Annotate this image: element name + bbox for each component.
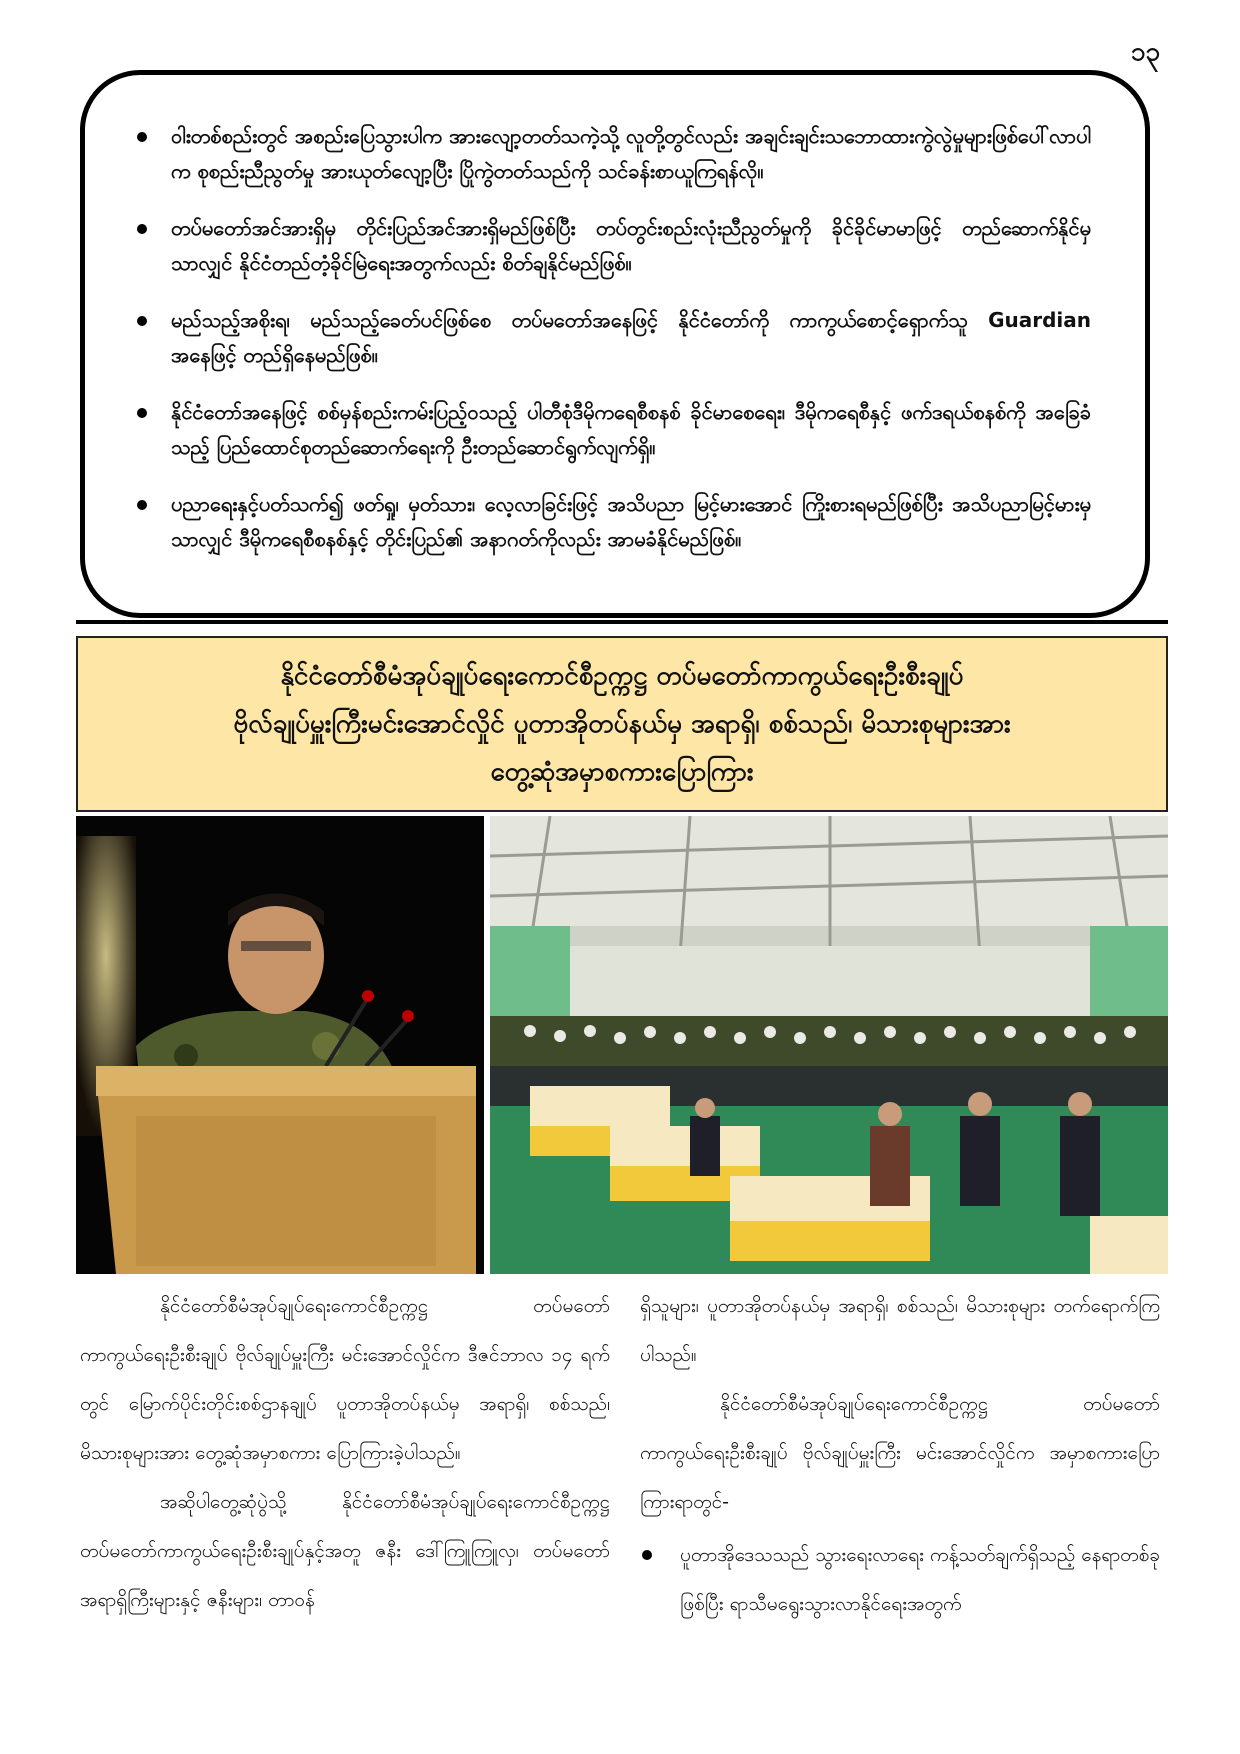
key-point-item [137, 211, 1091, 281]
article-body-right-column [640, 1282, 1160, 1629]
bullet-dot-icon [137, 132, 147, 142]
key-points-box [80, 70, 1150, 618]
key-point-text: ဝါးတစ်စည်းတွင် အစည်းပြေသွားပါက အားလျော့တတ်သကဲ့သို့ လူတို့တွင်လည်း အချင်းချင်းသဘောထားကွဲလွဲမှုများဖြစ်ပေါ်လာပါက စုစည်းညီညွတ်မှု အားယုတ်လျော့ပြီး ပြိုကွဲတတ်သည်ကို သင်ခန်းစာယူကြရန်လို။ [171, 124, 1091, 183]
bullet-dot-icon [137, 408, 147, 418]
article-headline [76, 636, 1168, 812]
body-bullet-text: ပူတာအိုဒေသသည် သွားရေးလာရေး ကန့်သတ်ချက်ရှိသည့် နေရာတစ်ခုဖြစ်ပြီး ရာသီမရွေးသွားလာနိုင်ရေးအတွက် [680, 1544, 1161, 1615]
photo-audience-in-hall [490, 816, 1168, 1274]
bullet-dot-icon [642, 1550, 652, 1560]
photo-speaker-at-podium [76, 816, 484, 1274]
section-divider [76, 620, 1168, 624]
key-point-text: တပ်မတော်အင်အားရှိမှ တိုင်းပြည်အင်အားရှိမည်ဖြစ်ပြီး တပ်တွင်းစည်းလုံးညီညွတ်မှုကို ခိုင်ခိုင်မာမာဖြင့် တည်ဆောက်နိုင်မှသာလျှင် နိုင်ငံတည်တံ့ခိုင်မြဲရေးအတွက်လည်း စိတ်ချနိုင်မည်ဖြစ်။ [171, 216, 1091, 275]
body-paragraph: ရှိသူများ၊ ပူတာအိုတပ်နယ်မှ အရာရှိ၊ စစ်သည်၊ မိသားစုများ တက်ရောက်ကြပါသည်။ [640, 1295, 1160, 1366]
article-body-left-column [80, 1282, 610, 1625]
key-point-item [137, 119, 1091, 189]
key-point-text: မည်သည့်အစိုးရ၊ မည်သည့်ခေတ်ပင်ဖြစ်စေ တပ်မတော်အနေဖြင့် နိုင်ငံတော်ကို ကာကွယ်စောင့်ရှောက်သူ Guardian အနေဖြင့် တည်ရှိနေမည်ဖြစ်။ [171, 308, 1091, 367]
key-point-item [137, 487, 1091, 557]
key-point-item [137, 303, 1091, 373]
body-paragraph: နိုင်ငံတော်စီမံအုပ်ချုပ်ရေးကောင်စီဥက္ကဋ္ဌ တပ်မတော်ကာကွယ်ရေးဦးစီးချုပ် ဗိုလ်ချုပ်မှူးကြီး မင်းအောင်လှိုင်က အမှာစကားပြောကြားရာတွင်- [640, 1393, 1160, 1513]
page-number: ၁၃ [1130, 37, 1160, 67]
headline-line-3: တွေ့ဆုံအမှာစကားပြောကြား [490, 757, 754, 787]
bullet-dot-icon [137, 316, 147, 326]
key-point-text: ပညာရေးနှင့်ပတ်သက်၍ ဖတ်ရှု၊ မှတ်သား၊ လေ့လာခြင်းဖြင့် အသိပညာ မြင့်မားအောင် ကြိုးစားရမည်ဖြစ်ပြီး အသိပညာမြင့်မားမှသာလျှင် ဒီမိုကရေစီစနစ်နှင့် တိုင်းပြည်၏ အနာဂတ်ကိုလည်း အာမခံနိုင်မည်ဖြစ်။ [171, 492, 1091, 551]
key-points-list [137, 119, 1091, 557]
body-paragraph: နိုင်ငံတော်စီမံအုပ်ချုပ်ရေးကောင်စီဥက္ကဋ္ဌ တပ်မတော်ကာကွယ်ရေးဦးစီးချုပ် ဗိုလ်ချုပ်မှူးကြီး မင်းအောင်လှိုင်က ဒီဇင်ဘာလ ၁၄ ရက်တွင် မြောက်ပိုင်းတိုင်းစစ်ဌာနချုပ် ပူတာအိုတပ်နယ်မှ အရာရှိ၊ စစ်သည်၊ မိသားစုများအား တွေ့ဆုံအမှာစကား ပြောကြားခဲ့ပါသည်။ [80, 1295, 610, 1464]
body-bullet-item [640, 1531, 1160, 1629]
headline-line-1: နိုင်ငံတော်စီမံအုပ်ချုပ်ရေးကောင်စီဥက္ကဋ္ဌ တပ်မတော်ကာကွယ်ရေးဦးစီးချုပ် [280, 661, 964, 691]
key-point-text: နိုင်ငံတော်အနေဖြင့် စစ်မှန်စည်းကမ်းပြည့်ဝသည့် ပါတီစုံဒီမိုကရေစီစနစ် ခိုင်မာစေရေး၊ ဒီမိုကရေစီနှင့် ဖက်ဒရယ်စနစ်ကို အခြေခံသည့် ပြည်ထောင်စုတည်ဆောက်ရေးကို ဦးတည်ဆောင်ရွက်လျက်ရှိ။ [171, 400, 1091, 459]
body-paragraph: အဆိုပါတွေ့ဆုံပွဲသို့ နိုင်ငံတော်စီမံအုပ်ချုပ်ရေးကောင်စီဥက္ကဋ္ဌ တပ်မတော်ကာကွယ်ရေးဦးစီးချုပ်နှင့်အတူ ဇနီး ဒေါ်ကြူကြူလှ၊ တပ်မတော်အရာရှိကြီးများနှင့် ဇနီးများ၊ တာဝန် [80, 1491, 610, 1611]
headline-line-2: ဗိုလ်ချုပ်မှူးကြီးမင်းအောင်လှိုင် ပူတာအိုတပ်နယ်မှ အရာရှိ၊ စစ်သည်၊ မိသားစုများအား [233, 709, 1011, 739]
key-point-item [137, 395, 1091, 465]
bullet-dot-icon [137, 224, 147, 234]
bullet-dot-icon [137, 500, 147, 510]
